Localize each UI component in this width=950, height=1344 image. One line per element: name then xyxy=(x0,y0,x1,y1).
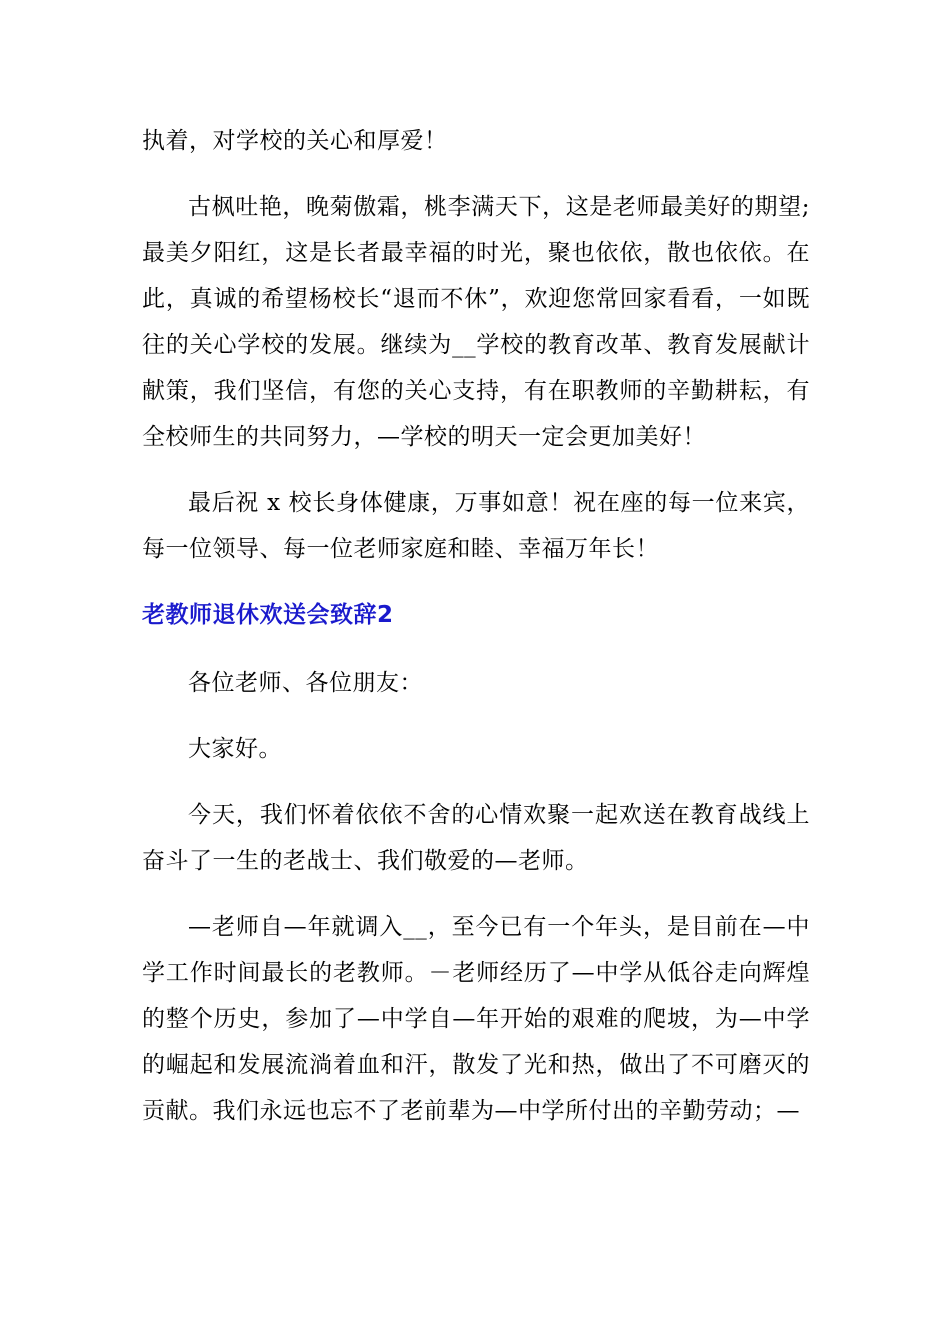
paragraph-closing: 最后祝 x 校长身体健康，万事如意！祝在座的每一位来宾，每一位领导、每一位老师家庭和睦、幸福万年长！ xyxy=(142,490,810,562)
paragraph-greeting: 大家好。 xyxy=(188,736,282,762)
paragraph-salutation: 各位老师、各位朋友： xyxy=(188,670,423,696)
paragraph-continuation: 执着，对学校的关心和厚爱！ xyxy=(142,128,448,154)
section-heading: 老教师退休欢送会致辞2 xyxy=(142,602,394,628)
paragraph-history: —老师自—年就调入__，至今已有一个年头，是目前在—中学工作时间最长的老教师。－老师经历了—中学从低谷走向辉煌的整个历史，参加了—中学自—年开始的艰难的爬坡，为—中学的崛起和发展流淌着血和汗，散发了光和热，做出了不可磨灭的贡献。我们永远也忘不了老前辈为—中学所付出的辛勤劳动；— xyxy=(142,914,810,1124)
paragraph-intro: 今天，我们怀着依依不舍的心情欢聚一起欢送在教育战线上奋斗了一生的老战士、我们敬爱的—老师。 xyxy=(142,802,810,874)
document-body xyxy=(142,118,810,1154)
paragraph-wishes: 古枫吐艳，晚菊傲霜，桃李满天下，这是老师最美好的期望;最美夕阳红，这是长者最幸福的时光，聚也依依，散也依依。在此，真诚的希望杨校长“退而不休”，欢迎您常回家看看，一如既往的关心学校的发展。继续为__学校的教育改革、教育发展献计献策，我们坚信，有您的关心支持，有在职教师的辛勤耕耘，有全校师生的共同努力，—学校的明天一定会更加美好！ xyxy=(142,194,810,450)
